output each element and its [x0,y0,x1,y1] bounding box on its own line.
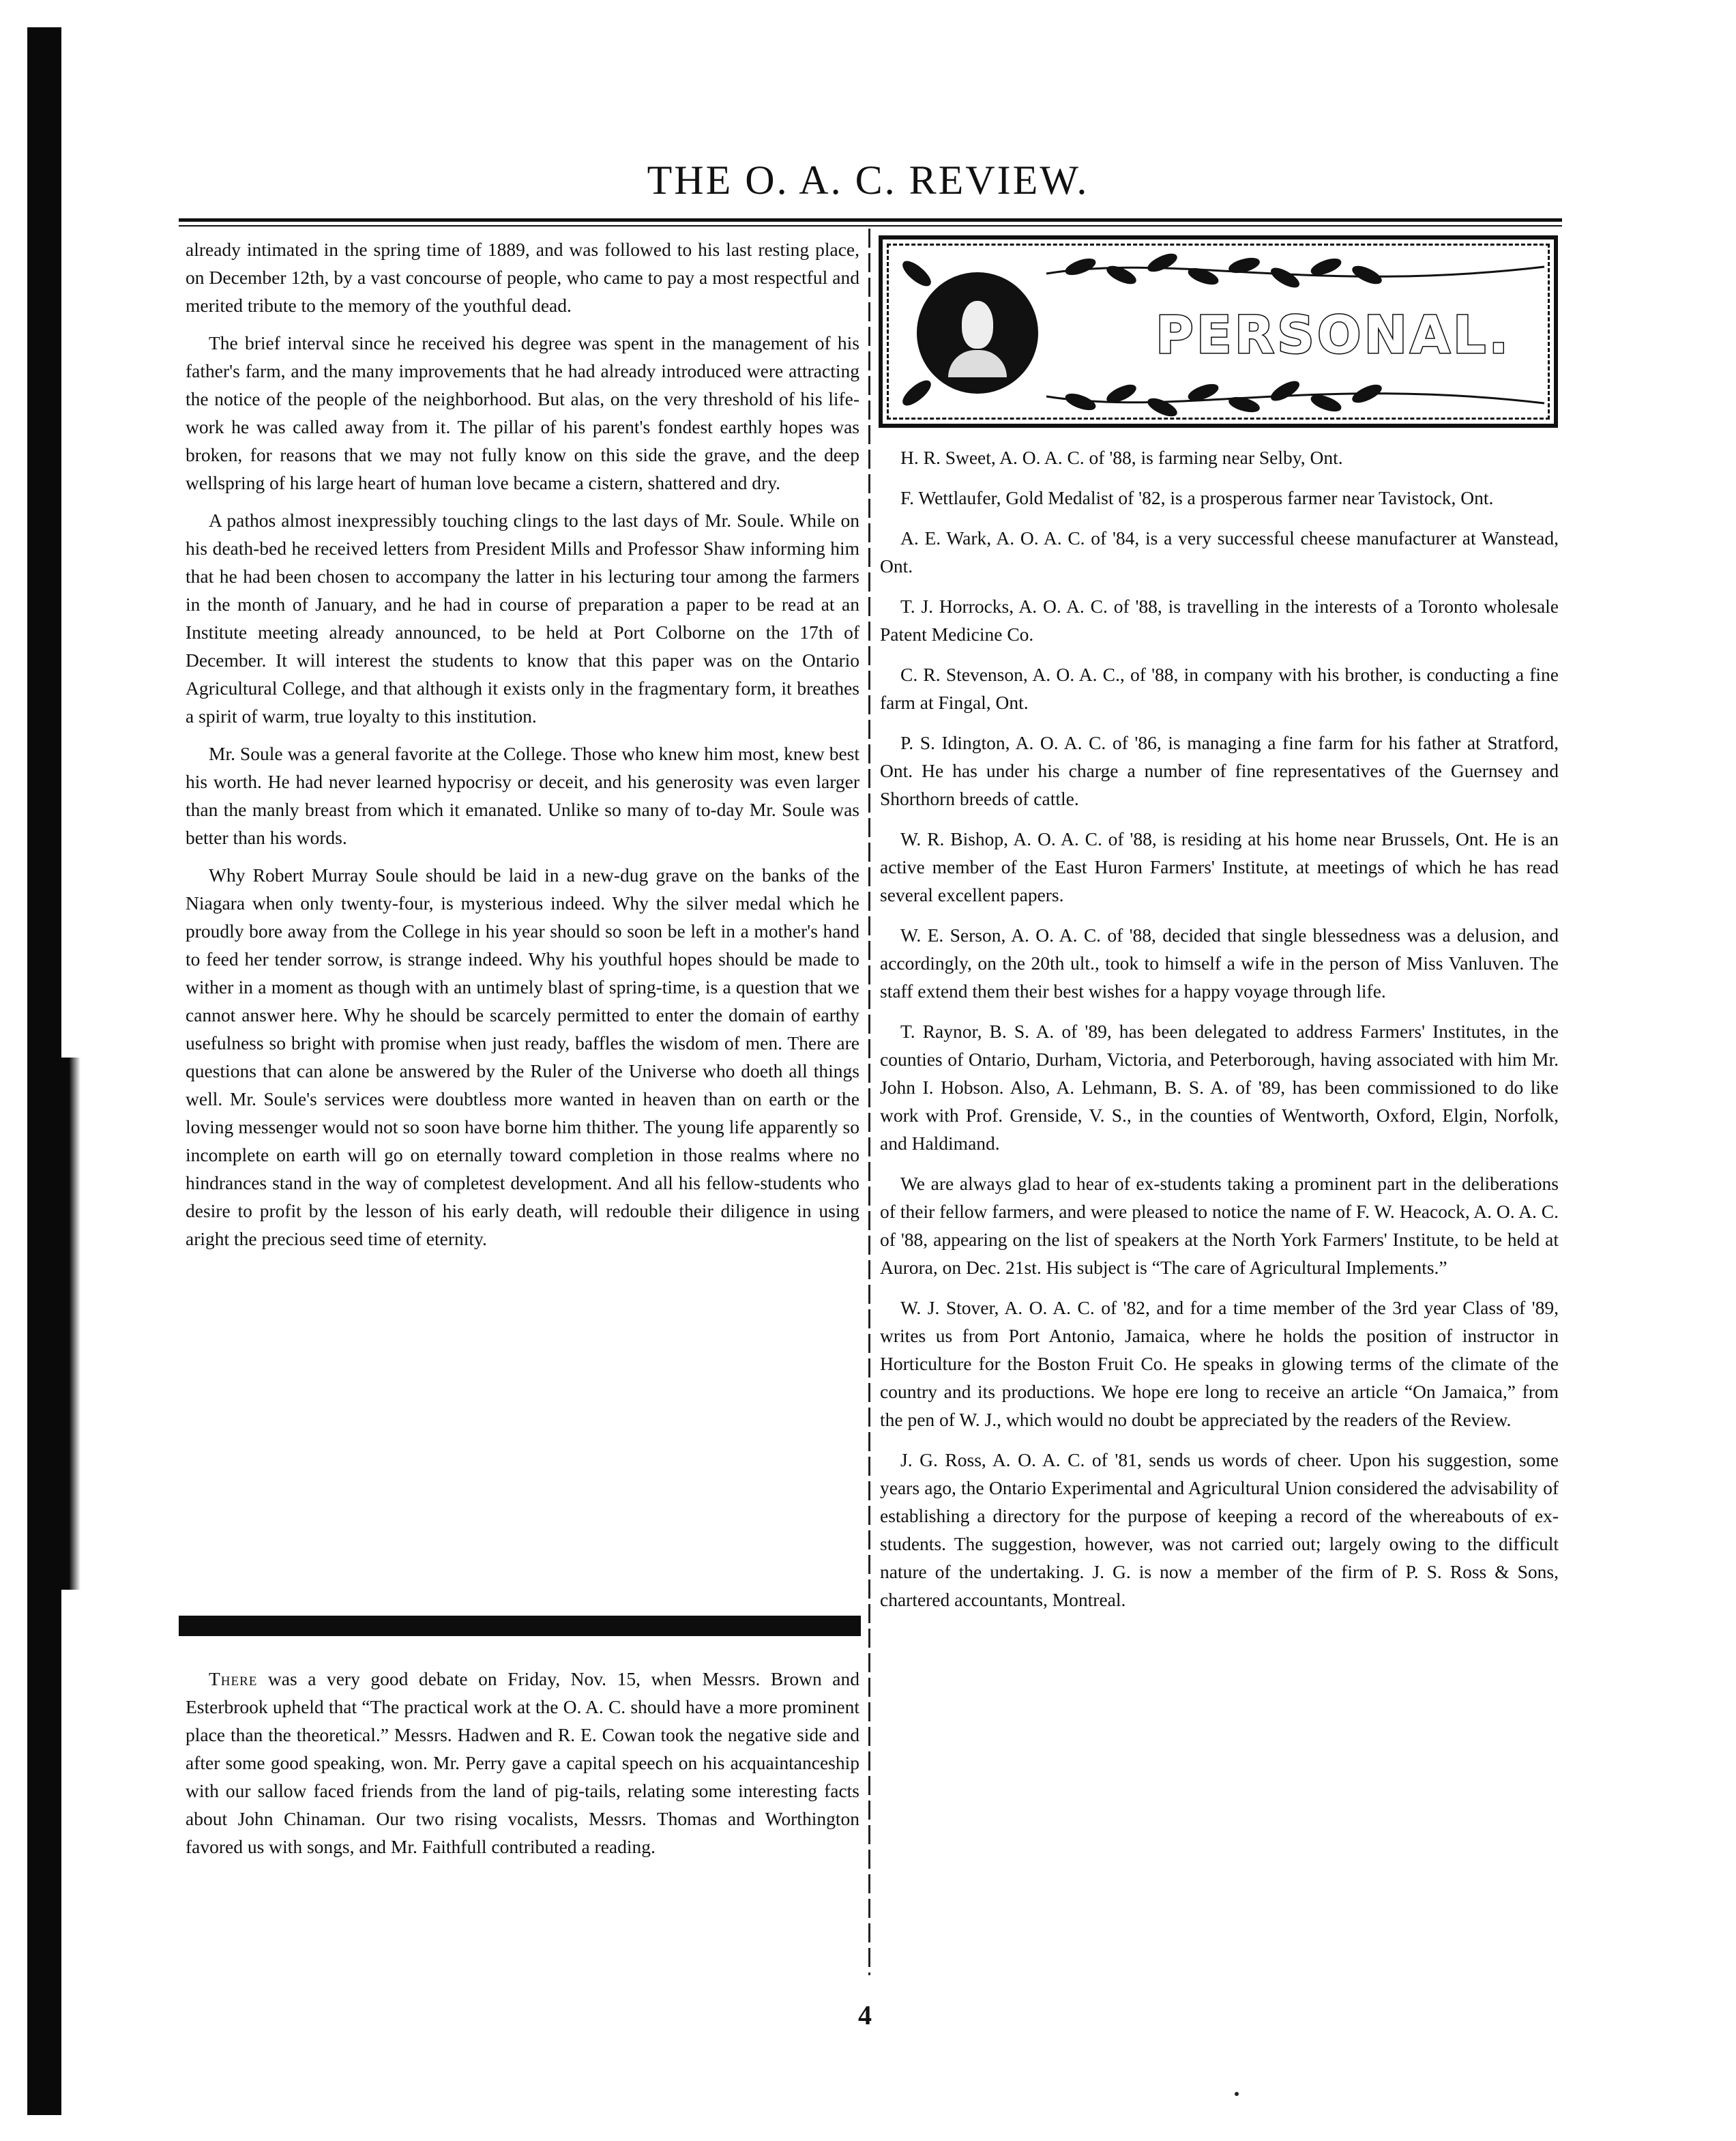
personal-item: H. R. Sweet, A. O. A. C. of '88, is farming near Selby, Ont. [900,447,1343,468]
debate-text: was a very good debate on Friday, Nov. 15, when Messrs. Brown and Esterbrook upheld that “The practical work at the O. A. C. should have a more prominent place than the theoretical.” Messrs. Hadwen and R. E. Cowan took the negative side and after some good speaking, won. Mr. Perry gave a capital speech on his acquaintanceship with our sallow faced friends from the land of pig-tails, relating some interesting facts about John Chinaman. Our two rising vocalists, Messrs. Thomas and Worthington favored us with songs, and Mr. Faithfull contributed a reading. [186,1668,859,1857]
personal-item: W. R. Bishop, A. O. A. C. of '88, is residing at his home near Brussels, Ont. He is an active member of the East Huron Farmers' Institute, at meetings of which he has read several excellent papers. [880,828,1559,905]
paragraph: A pathos almost inexpressibly touching clings to the last days of Mr. Soule. While on his death-bed he received letters from President Mills and Professor Shaw informing him that he had been chosen to accompany the latter in his lecturing tour among the farmers in the month of January, and he had in course of preparation a paper to be read at an Institute meeting already announced, to be held at Port Colborne on the 17th of December. It will interest the students to know that this paper was on the Ontario Agricultural College, and that although it exists only in the fragmentary form, it breathes a spirit of warm, true loyalty to this institution. [186,510,859,727]
personal-heading: PERSONAL. [1156,304,1512,365]
ink-speck [1235,2092,1239,2096]
personal-item: P. S. Idington, A. O. A. C. of '86, is managing a fine farm for his father at Stratford, Ont. He has under his charge a number of fine representatives of the Guernsey and Shorthorn breeds of cattle. [880,732,1559,809]
column-divider [868,229,870,1975]
personal-item: T. J. Horrocks, A. O. A. C. of '88, is travelling in the interests of a Toronto wholesale Patent Medicine Co. [880,596,1559,645]
paragraph: Why Robert Murray Soule should be laid in a new-dug grave on the banks of the Niagara when only twenty-four, is mysterious indeed. Why the silver medal which he proudly bore away from the College in his year should so soon be left in a mother's hand to feed her tender sorrow, is strange indeed. Why his youthful hopes should be made to wither in a moment as though with an untimely blast of spring-time, is a question that we cannot answer here. Why he should be scarcely permitted to enter the domain of earthy usefulness so bright with promise when just ready, baffles the wisdom of men. There are questions that can alone be answered by the Ruler of the Universe who doeth all things well. Mr. Soule's services were doubtless more wanted in heaven than on earth or the loving messenger would not so soon have borne him thither. The young life apparently so incomplete on earth will go on eternally toward completion in those realms where no hindrances stand in the way of completest development. And all his fellow-students who desire to profit by the lesson of his early death, will redouble their diligence in using aright the precious seed time of eternity. [186,864,859,1249]
personal-item: F. Wettlaufer, Gold Medalist of '82, is a prosperous farmer near Tavistock, Ont. [900,487,1494,508]
personal-item: W. J. Stover, A. O. A. C. of '82, and for a time member of the 3rd year Class of '89, writes us from Port Antonio, Jamaica, where he holds the position of instructor in Horticulture for the Boston Fruit Co. He speaks in glowing terms of the climate of the country and its productions. We hope ere long to receive an article “On Jamaica,” from the pen of W. J., which would no doubt be appreciated by the readers of the Review. [880,1297,1559,1430]
personal-section-header [879,235,1558,428]
personal-item: J. G. Ross, A. O. A. C. of '81, sends us words of cheer. Upon his suggestion, some years ago, the Ontario Experimental and Agricultural Union considered the advisability of establishing a directory for the purpose of keeping a record of the whereabouts of ex-students. The suggestion, however, was not carried out; largely owing to the difficult nature of the undertaking. J. G. is now a member of the firm of P. S. Ross & Sons, chartered accountants, Montreal. [880,1449,1559,1610]
debate-paragraph [186,1665,859,1861]
paragraph: already intimated in the spring time of 1889, and was followed to his last resting place, on December 12th, by a vast concourse of people, who came to pay a most respectful and merited tribute to the memory of the youthful dead. [186,239,859,316]
personal-item: A. E. Wark, A. O. A. C. of '84, is a very successful cheese manufacturer at Wanstead, Ont. [880,527,1559,577]
header-rule [179,218,1562,222]
page-title: THE O. A. C. REVIEW. [647,158,1089,203]
header-rule-thin [179,225,1562,227]
page-number: 4 [858,2000,872,2030]
debate-article [186,1665,859,1870]
scan-edge-shadow [27,27,61,2115]
paragraph: The brief interval since he received his degree was spent in the management of his father's farm, and the many improvements that he had already introduced were attracting the notice of the people of the neighborhood. But alas, on the very threshold of his life-work he was called away from it. The pillar of his parent's fondest earthly hopes was broken, for reasons that we may not fully know on this side the grave, and the deep wellspring of his large heart of human love became a cistern, shattered and dry. [186,332,859,493]
debate-lead-word: There [209,1668,258,1689]
personal-item: C. R. Stevenson, A. O. A. C., of '88, in company with his brother, is conducting a fine farm at Fingal, Ont. [880,664,1559,713]
personal-item: W. E. Serson, A. O. A. C. of '88, decided that single blessedness was a delusion, and accordingly, on the 20th ult., took to himself a wife in the person of Miss Vanluven. The staff extend them their best wishes for a happy voyage through life. [880,924,1559,1002]
scan-edge-fade [61,1058,80,1590]
portrait-medallion-icon [917,272,1038,394]
right-column [880,443,1559,1626]
portrait-collar [948,350,1007,377]
paragraph: Mr. Soule was a general favorite at the College. Those who knew him most, knew best his worth. He had never learned hypocrisy or deceit, and his generosity was even larger than the manly breast from which it emanated. Unlike so many of to-day Mr. Soule was better than his words. [186,743,859,848]
personal-item: T. Raynor, B. S. A. of '89, has been delegated to address Farmers' Institutes, in the counties of Ontario, Durham, Victoria, and Peterborough, having associated with him Mr. John I. Hobson. Also, A. Lehmann, B. S. A. of '89, has been commissioned to do like work with Prof. Grenside, V. S., in the counties of Wentworth, Oxford, Elgin, Norfolk, and Haldimand. [880,1021,1559,1154]
personal-item: We are always glad to hear of ex-students taking a prominent part in the deliberations of their fellow farmers, and were pleased to notice the name of F. W. Heacock, A. O. A. C. of '88, appearing on the list of speakers at the North York Farmers' Institute, to be held at Aurora, on Dec. 21st. His subject is “The care of Agricultural Implements.” [880,1173,1559,1278]
portrait-face [962,301,993,349]
section-separator-bar [179,1616,861,1636]
left-column [186,235,859,1262]
